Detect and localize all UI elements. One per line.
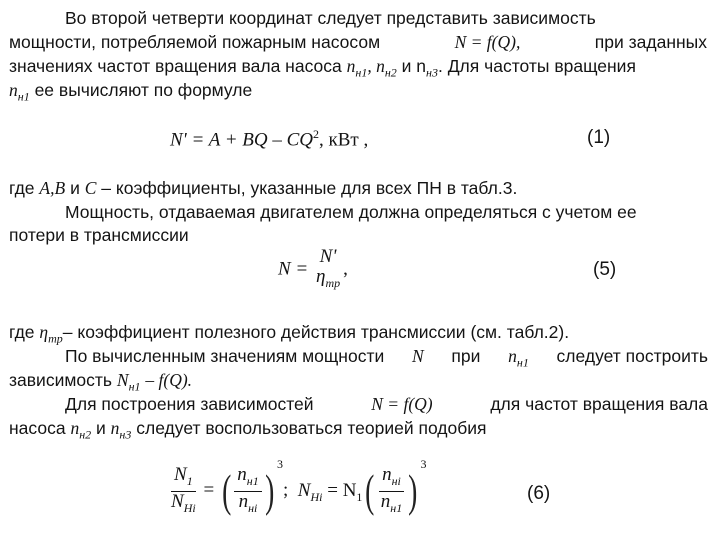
math-N-n1: $N_{н1}$ xyxy=(116,370,141,394)
paragraph2-line1: где A,B и C – коэффициенты, указанные для всех ПН в табл.3. xyxy=(9,178,518,198)
equation-number-6: (6) xyxy=(527,483,551,504)
math-inline: A,B xyxy=(39,178,66,198)
paragraph3-line2: потери в трансмиссии xyxy=(9,225,189,245)
paragraph1-line4 xyxy=(9,79,252,108)
fraction-numerator: $n_{н1}$ xyxy=(234,465,261,492)
fraction-numerator: $n_{нi}$ xyxy=(379,465,404,492)
formula-expression: N' = A + BQ – CQ xyxy=(170,129,314,151)
text: ее вычисляют по формуле xyxy=(34,80,253,100)
formula-unit: , кВт , xyxy=(319,129,369,151)
separator: ; xyxy=(283,479,289,501)
paragraph5-line2: зависимость $N_{н1} - f(Q)$. xyxy=(9,370,193,394)
text: при заданных xyxy=(594,32,707,52)
formula-6 xyxy=(168,457,427,518)
formula6-lhs2: $N_{Hi}$ xyxy=(297,479,323,504)
math-n-n2: , $n_{н2}$ xyxy=(367,56,397,80)
text: Во второй четверти координат следует представить зависимость xyxy=(65,8,596,28)
fraction-numerator: N' xyxy=(319,246,337,267)
paragraph6-line1: Для построения зависимостей N = f(Q) для частот вращения вала xyxy=(65,394,708,414)
formula6-lhs-fraction xyxy=(168,465,199,518)
fraction-denominator: $N_{Hi}$ xyxy=(171,490,196,515)
equation-number-1: (1) xyxy=(587,127,611,148)
formula-fraction xyxy=(313,247,343,293)
math-inline: C xyxy=(84,178,97,198)
formula-5 xyxy=(278,247,348,293)
math-n-n1: $n_{н1}$ xyxy=(9,80,30,104)
math-eta: $\eta_{тр}$ xyxy=(39,322,63,346)
formula-lhs: N = xyxy=(278,258,309,280)
formula6-ratio2 xyxy=(378,465,405,518)
formula6-ratio2-paren: ( $\frac{n_{нi}}{n_{н1}}$ ) xyxy=(365,464,418,517)
paragraph6-line2: насоса $n_{н2}$ и $n_{н3}$ следует воспользоваться теорией подобия xyxy=(9,418,487,442)
equation-number-5: (5) xyxy=(593,259,617,280)
fraction-denominator: $n_{нi}$ xyxy=(238,490,258,515)
math-inline: N = f(Q), xyxy=(454,32,521,52)
paragraph3-line1: Мощность, отдаваемая двигателем должна определяться с учетом ее xyxy=(65,202,637,222)
math-n-n1: $n_{н1}$ xyxy=(508,346,529,370)
math-n-n3: и $n_{н3}$ xyxy=(401,56,438,80)
paragraph1-line1 xyxy=(65,7,596,29)
formula-tail: , xyxy=(343,258,348,280)
fraction-numerator: $N_1$ xyxy=(171,465,196,492)
formula6-ratio xyxy=(234,465,261,518)
formula6-ratio-paren: ( $\frac{n_{н1}}{n_{нi}}$ ) xyxy=(221,464,274,517)
math-n-n2: $n_{н2}$ xyxy=(70,418,92,442)
equals-sign: = xyxy=(203,479,215,501)
fraction-denominator: $n_{н1}$ xyxy=(380,490,403,515)
formula-exponent: 2 xyxy=(313,127,320,141)
math-inline: N = f(Q) xyxy=(371,394,433,414)
text: мощности, потребляемой пожарным насосом xyxy=(9,32,381,52)
formula6-eq2: = $N_1$ xyxy=(327,479,363,504)
paragraph1-line2 xyxy=(9,31,707,53)
text: . Для частоты вращения xyxy=(437,56,636,76)
paragraph5-line1: По вычисленным значениям мощности N при $n_{н1}$ следует построить xyxy=(65,345,708,374)
formula-1 xyxy=(170,127,368,151)
paragraph4-line1: где $\eta_{тр}-$ коэффициент полезного действия трансмиссии (см. табл.2). xyxy=(9,322,570,346)
math-n-n3: $n_{н3}$ xyxy=(110,418,132,442)
math-inline: – f(Q). xyxy=(145,370,193,390)
formula-exponent: 3 xyxy=(420,457,427,472)
math-inline: N xyxy=(411,346,424,366)
formula-exponent: 3 xyxy=(277,457,284,472)
math-n-n1: $n_{н1}$ xyxy=(346,56,368,80)
fraction-denominator: $\eta_{тр}$ xyxy=(316,266,341,290)
text: значениях частот вращения вала насоса xyxy=(9,56,342,76)
